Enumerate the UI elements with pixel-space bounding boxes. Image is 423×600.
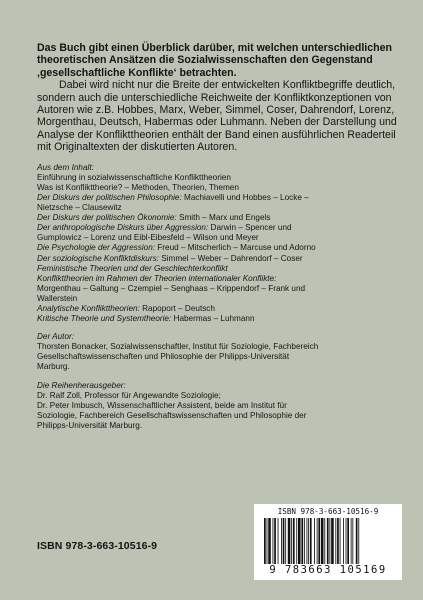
contents-line-text: Darwin – Spencer und (208, 223, 292, 233)
contents-line-label: Analytische Konflikttheorien: (37, 303, 140, 313)
contents-line (37, 203, 397, 213)
contents-line-label: Der anthropologische Diskurs über Aggression: (37, 223, 209, 233)
contents-line-label: Der Diskurs der politischen Ökonomie: (37, 213, 177, 223)
contents-line-text: Gumplowicz – Lorenz und Eibl-Eibesfeld – Wilson und Meyer (37, 233, 259, 243)
contents-line (37, 173, 397, 183)
contents-line (37, 233, 397, 243)
contents-line-label: Feministische Theorien und der Geschlechterkonflikt (37, 263, 228, 273)
contents-line-text: Wallerstein (37, 293, 78, 303)
contents-line-text: Rapoport – Deutsch (139, 303, 215, 313)
contents-line-text: Freud – Mitscherlich – Marcuse und Adorno (155, 243, 316, 253)
contents-line-text: Morgenthau – Galtung – Czempiel – Senghaas – Krippendorf – Frank und (37, 283, 306, 293)
contents-line (37, 243, 397, 253)
contents-list (37, 173, 397, 324)
editors-line: Philipps-Universität Marburg. (37, 420, 143, 430)
contents-line-text: Habermas – Luhmann (171, 314, 255, 324)
editors-section (37, 381, 397, 431)
back-cover-text (37, 42, 397, 431)
author-heading: Der Autor: (37, 332, 75, 342)
intro-body-text: Dabei wird nicht nur die Breite der entwickelten Konfliktbegriffe deutlich, sondern auch die unterschiedliche Reichweite der Konfliktkonzeptionen von Autoren wie z.B. Hobbes, Marx, Weber, Simmel, Coser, Dahrendorf, Lorenz, Morgenthau, Deutsch, Habermas oder Luhmann. Neben der Darstellung und Analyse der Konflikttheorien enthält der Band einen ausführlichen Readerteil mit Originaltexten der diskutierten Autoren. (37, 79, 397, 154)
isbn-text: ISBN 978-3-663-10516-9 (37, 540, 158, 552)
contents-line (37, 304, 397, 314)
editors-heading: Die Reihenherausgeber: (37, 380, 126, 390)
contents-heading: Aus dem Inhalt: (37, 162, 94, 172)
intro-bold-text: Das Buch gibt einen Überblick darüber, mit welchen unterschiedlichen theoretischen Ansätzen die Sozialwissenschaften den Gegenstand ‚gesellschaftliche Konflikte‘ betrachten. (37, 42, 392, 79)
contents-line-label: Kritische Theorie und Systemtheorie: (37, 314, 172, 324)
contents-section (37, 163, 397, 325)
contents-line-text: Einführung in sozialwissenschaftliche Konflikttheorien (37, 172, 231, 182)
contents-line-text: Simmel – Weber – Dahrendorf – Coser (158, 253, 303, 263)
contents-line-label: Der Diskurs der politischen Philosophie: (37, 192, 182, 202)
contents-line-label: Die Psychologie der Aggression: (37, 243, 156, 253)
barcode-isbn-label: ISBN 978-3-663-10516-9 (277, 507, 379, 516)
barcode (254, 504, 402, 580)
contents-line (37, 193, 397, 203)
author-line: Gesellschaftswissenschaften und Philosophie der Philipps-Universität (37, 352, 290, 362)
barcode-digits: 9 783663 105169 (269, 564, 387, 576)
editors-line: Dr. Ralf Zoll, Professor für Angewandte Soziologie; (37, 390, 221, 400)
author-line: Marburg. (37, 362, 70, 372)
contents-line-text: Machiavelli und Hobbes – Locke – (181, 192, 309, 202)
contents-line (37, 284, 397, 294)
contents-line (37, 294, 397, 304)
contents-line (37, 183, 397, 193)
contents-line (37, 264, 397, 274)
contents-line (37, 274, 397, 284)
contents-line (37, 223, 397, 233)
author-line: Thorsten Bonacker, Sozialwissenschaftler, Institut für Soziologie, Fachbereich (37, 342, 319, 352)
contents-line-text: Nietzsche – Clausewitz (37, 203, 122, 213)
contents-line (37, 254, 397, 264)
author-section (37, 332, 397, 372)
editors-line: Soziologie, Fachbereich Gesellschaftswissenschaften und Philosophie der (37, 410, 307, 420)
barcode-bars (262, 518, 394, 564)
contents-line-label: Der soziologische Konfliktdiskurs: (37, 253, 159, 263)
contents-line (37, 213, 397, 223)
contents-line-label: Konflikttheorien im Rahmen der Theorien internationaler Konflikte: (37, 273, 277, 283)
contents-line-text: Smith – Marx und Engels (176, 213, 271, 223)
editors-line: Dr. Peter Imbusch, Wissenschaftlicher Assistent, beide am Institut für (37, 400, 287, 410)
contents-line (37, 314, 397, 324)
contents-line-text: Was ist Konflikttheorie? – Methoden, Theorien, Themen (37, 182, 239, 192)
